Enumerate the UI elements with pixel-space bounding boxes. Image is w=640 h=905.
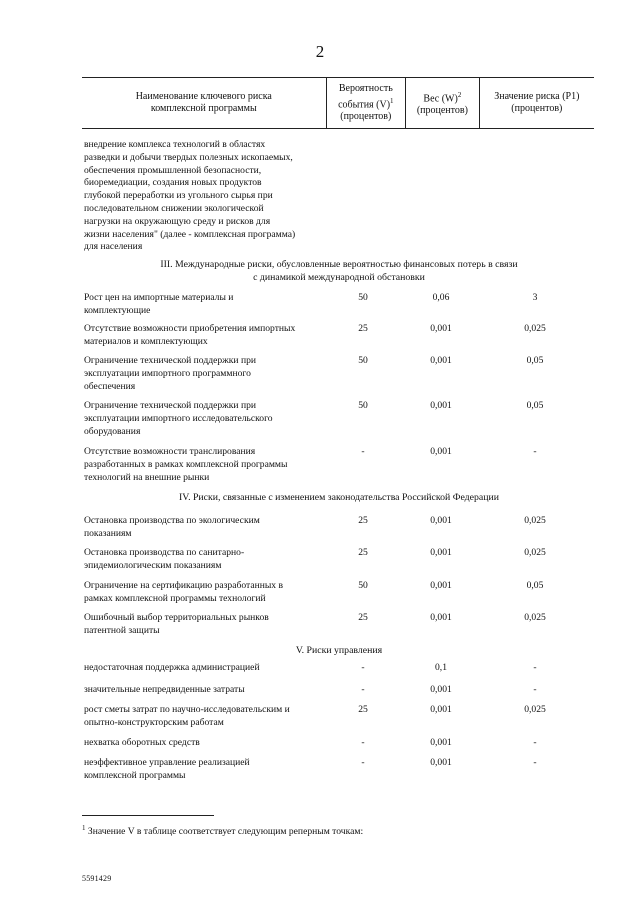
risk-value: 0,025 [524, 515, 546, 526]
header-risk-value [479, 78, 594, 128]
risk-value: - [533, 737, 537, 748]
probability-value: 50 [358, 292, 368, 303]
intro-paragraph: внедрение комплекса технологий в областях разведки и добычи твердых полезных ископаемых, обеспечения промышленной безопасности, биоремедиации, создания новых продуктов глубокой переработки из угольного сырья при последовательном снижении экологической нагрузки на окружающую среду и рисков для жизни населения" (далее - комплексная программа) для населения [84, 139, 296, 253]
risk-name: Ограничение технической поддержки при эксплуатации импортного программного обеспечения [84, 355, 257, 392]
weight-value: 0,001 [430, 757, 452, 768]
footnote-marker: 1 [82, 824, 86, 832]
section-title: V. Риски управления [295, 645, 383, 656]
weight-value: 0,001 [430, 737, 452, 748]
weight-value: 0,001 [430, 612, 452, 623]
risk-name: Отсутствие возможности транслирования разработанных в рамках комплексной программы технологий на внешние рынки [84, 446, 288, 483]
weight-value: 0,001 [430, 355, 452, 366]
weight-value: 0,06 [432, 292, 450, 303]
risk-name: значительные непредвиденные затраты [84, 684, 245, 695]
weight-value: 0,001 [430, 704, 452, 715]
risk-name: Ограничение на сертификацию разработанных в рамках комплексной программы технологий [84, 580, 284, 604]
header-weight [405, 78, 479, 128]
risk-value: - [533, 684, 537, 695]
header-risk-name [82, 78, 326, 128]
page-number: 2 [315, 42, 325, 61]
footnote-text: Значение V в таблице соответствует следующим реперным точкам: [87, 826, 364, 838]
risk-value: 0,05 [526, 580, 544, 591]
weight-value: 0,001 [430, 515, 452, 526]
weight-value: 0,001 [430, 580, 452, 591]
table-row [0, 400, 640, 440]
probability-value: - [361, 662, 365, 673]
risk-name: Остановка производства по санитарно- эпидемиологическим показаниям [84, 547, 245, 571]
weight-value: 0,001 [430, 547, 452, 558]
document-code: 5591429 [82, 874, 112, 883]
footnote-divider [82, 815, 214, 816]
weight-value: 0,001 [430, 400, 452, 411]
header-probability [326, 78, 406, 128]
risk-name: рост сметы затрат по научно-исследовательским и опытно-конструкторским работам [84, 704, 290, 728]
header-probability-text: Вероятность события $(V)^1$ (процентов) [338, 82, 394, 123]
probability-value: - [361, 446, 365, 457]
risk-name: неэффективное управление реализацией комплексной программы [84, 757, 250, 781]
risk-value: 0,025 [524, 704, 546, 715]
section-title: IV. Риски, связанные с изменением законодательства Российской Федерации [179, 492, 499, 503]
weight-value: 0,001 [430, 323, 452, 334]
risk-value: - [533, 662, 537, 673]
probability-value: 25 [358, 547, 368, 558]
weight-value: 0,1 [435, 662, 447, 673]
header-risk-value-text: Значение риска (P1) (процентов) [494, 91, 580, 114]
risk-name: Отсутствие возможности приобретения импортных материалов и комплектующих [84, 323, 296, 347]
probability-value: 25 [358, 323, 368, 334]
footnote [82, 824, 363, 837]
risk-name: нехватка оборотных средств [84, 737, 200, 748]
probability-value: 50 [358, 355, 368, 366]
header-weight-text: Вес $(W)^2$ (процентов) [416, 90, 468, 117]
probability-value: 50 [358, 400, 368, 411]
table-header [82, 77, 594, 129]
risk-name: недостаточная поддержка администрацией [84, 662, 260, 673]
risk-name: Ошибочный выбор территориальных рынков патентной защиты [84, 612, 269, 636]
weight-value: 0,001 [430, 684, 452, 695]
table-row [0, 355, 640, 395]
risk-value: 0,025 [524, 547, 546, 558]
probability-value: - [361, 684, 365, 695]
risk-value: 0,05 [526, 400, 544, 411]
risk-name: Остановка производства по экологическим показаниям [84, 515, 260, 539]
risk-value: 0,025 [524, 323, 546, 334]
risk-name: Рост цен на импортные материалы и комплектующие [84, 292, 234, 316]
probability-value: 50 [358, 580, 368, 591]
section-title: III. Международные риски, обусловленные вероятностью финансовых потерь в связи с динамикой международной обстановки [160, 259, 518, 283]
risk-value: 0,025 [524, 612, 546, 623]
weight-value: 0,001 [430, 446, 452, 457]
risk-value: - [533, 446, 537, 457]
table-row [0, 446, 640, 486]
risk-value: 3 [532, 292, 538, 303]
probability-value: 25 [358, 704, 368, 715]
risk-value: - [533, 757, 537, 768]
risk-value: 0,05 [526, 355, 544, 366]
probability-value: - [361, 737, 365, 748]
probability-value: - [361, 757, 365, 768]
table-row [0, 757, 640, 797]
risk-name: Ограничение технической поддержки при эксплуатации импортного исследовательского оборудования [84, 400, 273, 437]
probability-value: 25 [358, 612, 368, 623]
header-risk-name-text: Наименование ключевого риска комплексной программы [135, 91, 272, 114]
probability-value: 25 [358, 515, 368, 526]
